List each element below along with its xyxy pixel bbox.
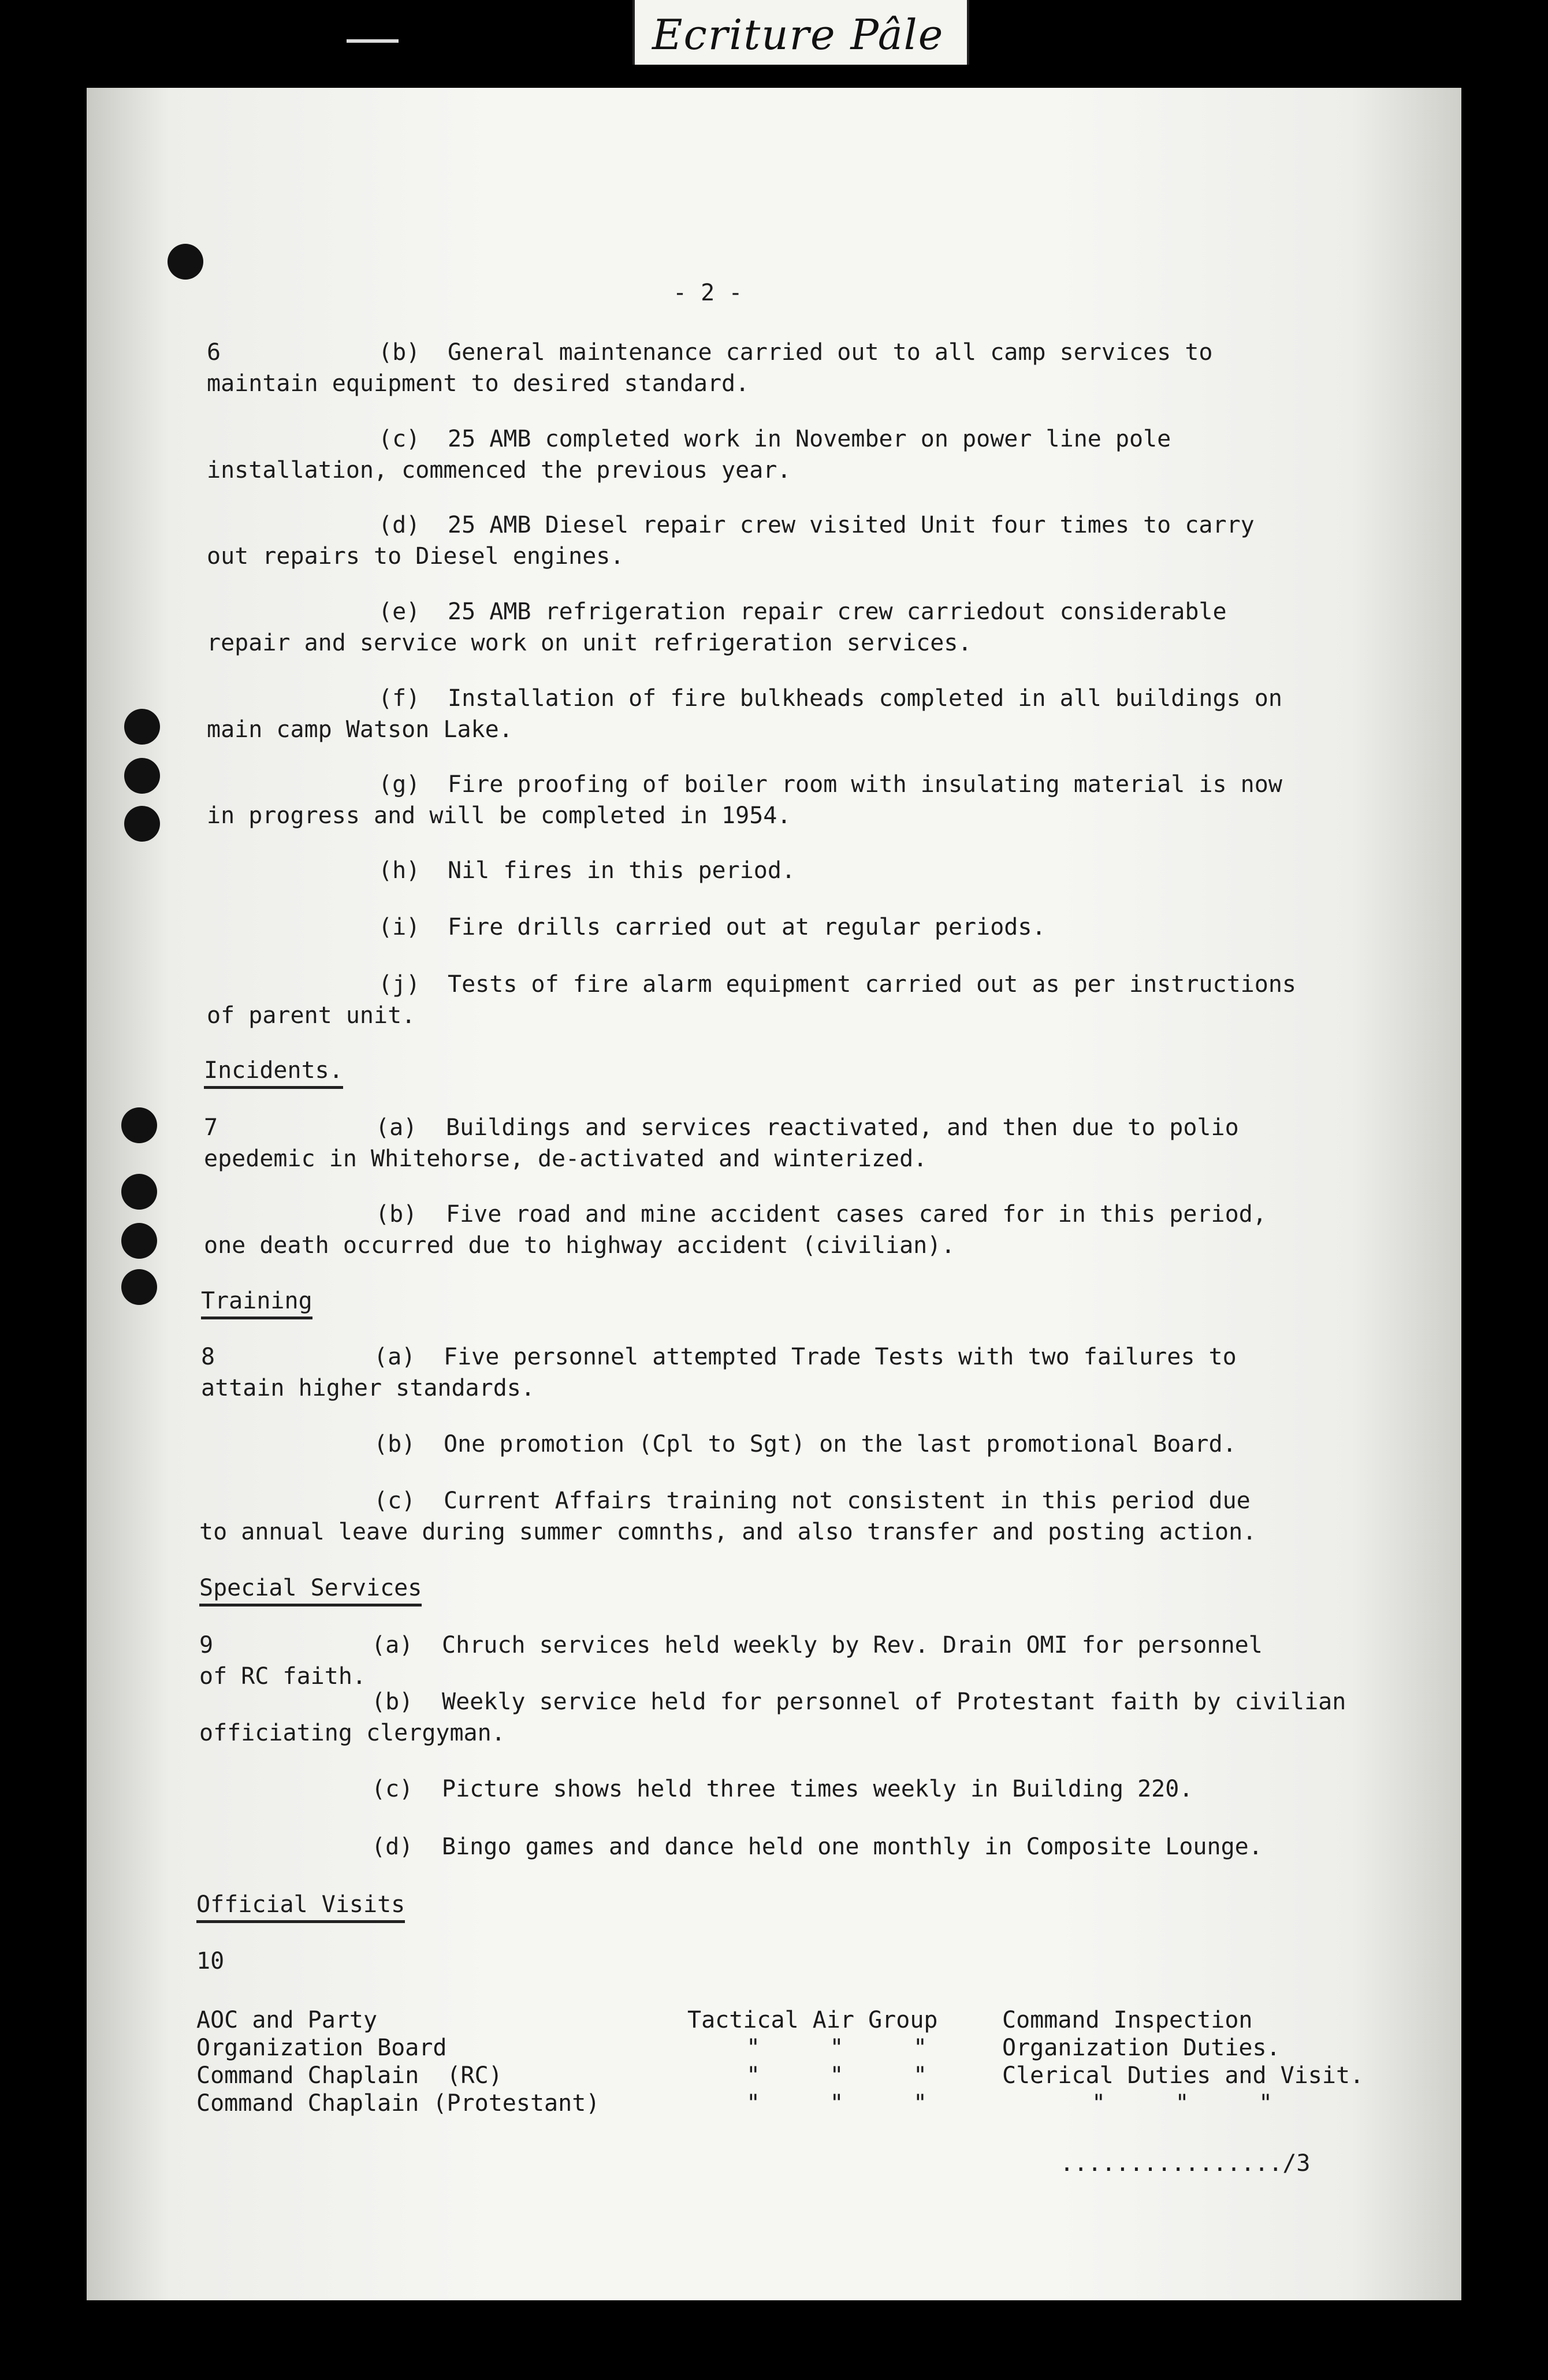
item-num: 7 <box>204 1114 218 1141</box>
visit-who: AOC and Party <box>196 2007 378 2033</box>
item-sub: (c) <box>371 1776 414 1802</box>
item-text: epedemic in Whitehorse, de-activated and winterized. <box>204 1146 928 1172</box>
item-sub: (e) <box>378 598 421 625</box>
visit-purpose: Command Inspection <box>1002 2007 1253 2033</box>
item-sub: (h) <box>378 857 421 884</box>
item-text: One promotion (Cpl to Sgt) on the last promotional Board. <box>444 1431 1237 1457</box>
visit-purpose: " " " <box>1092 2090 1273 2117</box>
item-text: of parent unit. <box>207 1002 416 1029</box>
item-sub: (b) <box>378 339 421 366</box>
item-text: Fire proofing of boiler room with insulating material is now <box>448 771 1282 798</box>
visit-purpose: Clerical Duties and Visit. <box>1002 2062 1364 2089</box>
visit-group: " " " <box>746 2035 928 2061</box>
item-text: maintain equipment to desired standard. <box>207 370 750 397</box>
item-text: Nil fires in this period. <box>448 857 796 884</box>
visit-group: " " " <box>746 2090 928 2117</box>
item-sub: (i) <box>378 914 421 940</box>
item-text: 25 AMB refrigeration repair crew carriedout considerable <box>448 598 1227 625</box>
punch-hole <box>124 758 160 794</box>
item-sub: (a) <box>375 1114 418 1141</box>
item-text: in progress and will be completed in 1954. <box>207 802 791 829</box>
item-text: officiating clergyman. <box>199 1720 505 1746</box>
visit-who: Command Chaplain (Protestant) <box>196 2090 600 2117</box>
page-number: - 2 - <box>673 280 743 306</box>
item-text: Five road and mine accident cases cared for in this period, <box>446 1201 1267 1228</box>
punch-hole <box>121 1269 157 1305</box>
punch-hole <box>124 709 160 745</box>
item-text: out repairs to Diesel engines. <box>207 543 624 570</box>
label-tag <box>632 0 969 65</box>
item-text: installation, commenced the previous year. <box>207 457 791 484</box>
item-text: Fire drills carried out at regular periods. <box>448 914 1046 940</box>
item-num: 8 <box>201 1344 215 1370</box>
item-sub: (b) <box>375 1201 418 1228</box>
item-text: 25 AMB completed work in November on power line pole <box>448 426 1171 452</box>
item-text: Weekly service held for personnel of Protestant faith by civilian <box>442 1689 1346 1715</box>
item-num: 9 <box>199 1632 214 1658</box>
visit-who: Command Chaplain (RC) <box>196 2062 503 2089</box>
item-text: General maintenance carried out to all camp services to <box>448 339 1213 366</box>
item-text: to annual leave during summer comnths, and also transfer and posting action. <box>199 1519 1257 1545</box>
visit-purpose: Organization Duties. <box>1002 2035 1281 2061</box>
item-sub: (c) <box>374 1488 416 1514</box>
item-text: Installation of fire bulkheads completed in all buildings on <box>448 685 1282 712</box>
item-sub: (a) <box>374 1344 416 1370</box>
item-sub: (b) <box>371 1689 414 1715</box>
item-text: one death occurred due to highway accident (civilian). <box>204 1232 955 1259</box>
label-text: Ecriture Pâle <box>652 10 944 59</box>
item-text: Five personnel attempted Trade Tests with two failures to <box>444 1344 1237 1370</box>
punch-hole <box>124 806 160 842</box>
punch-hole <box>121 1223 157 1259</box>
punch-hole <box>168 244 203 280</box>
document-page <box>87 88 1461 2300</box>
item-sub: (f) <box>378 685 421 712</box>
item-sub: (c) <box>378 426 421 452</box>
item-text: Buildings and services reactivated, and then due to polio <box>446 1114 1239 1141</box>
section-heading-special-services: Special Services <box>199 1574 422 1606</box>
item-text: Bingo games and dance held one monthly in Composite Lounge. <box>442 1834 1263 1860</box>
visit-group: " " " <box>746 2062 928 2089</box>
item-text: main camp Watson Lake. <box>207 716 513 743</box>
item-sub: (j) <box>378 971 421 998</box>
section-heading-official-visits: Official Visits <box>196 1890 405 1923</box>
item-num: 6 <box>207 339 221 366</box>
section-heading-training: Training <box>201 1286 312 1319</box>
top-mark <box>347 39 399 43</box>
item-num: 10 <box>196 1948 225 1974</box>
item-sub: (a) <box>371 1632 414 1658</box>
punch-hole <box>121 1174 157 1210</box>
item-sub: (g) <box>378 771 421 798</box>
item-text: Chruch services held weekly by Rev. Drain OMI for personnel <box>442 1632 1263 1658</box>
item-sub: (d) <box>378 512 421 538</box>
item-text: attain higher standards. <box>201 1375 535 1401</box>
continued-marker: ................/3 <box>1060 2150 1311 2177</box>
item-sub: (b) <box>374 1431 416 1457</box>
item-text: of RC faith. <box>199 1663 366 1690</box>
item-text: repair and service work on unit refrigeration services. <box>207 630 972 656</box>
punch-hole <box>121 1107 157 1143</box>
item-text: 25 AMB Diesel repair crew visited Unit four times to carry <box>448 512 1255 538</box>
item-sub: (d) <box>371 1834 414 1860</box>
item-text: Current Affairs training not consistent in this period due <box>444 1488 1251 1514</box>
visit-group: Tactical Air Group <box>687 2007 938 2033</box>
item-text: Picture shows held three times weekly in Building 220. <box>442 1776 1193 1802</box>
visit-who: Organization Board <box>196 2035 447 2061</box>
item-text: Tests of fire alarm equipment carried out as per instructions <box>448 971 1297 998</box>
section-heading-incidents: Incidents. <box>204 1056 343 1089</box>
